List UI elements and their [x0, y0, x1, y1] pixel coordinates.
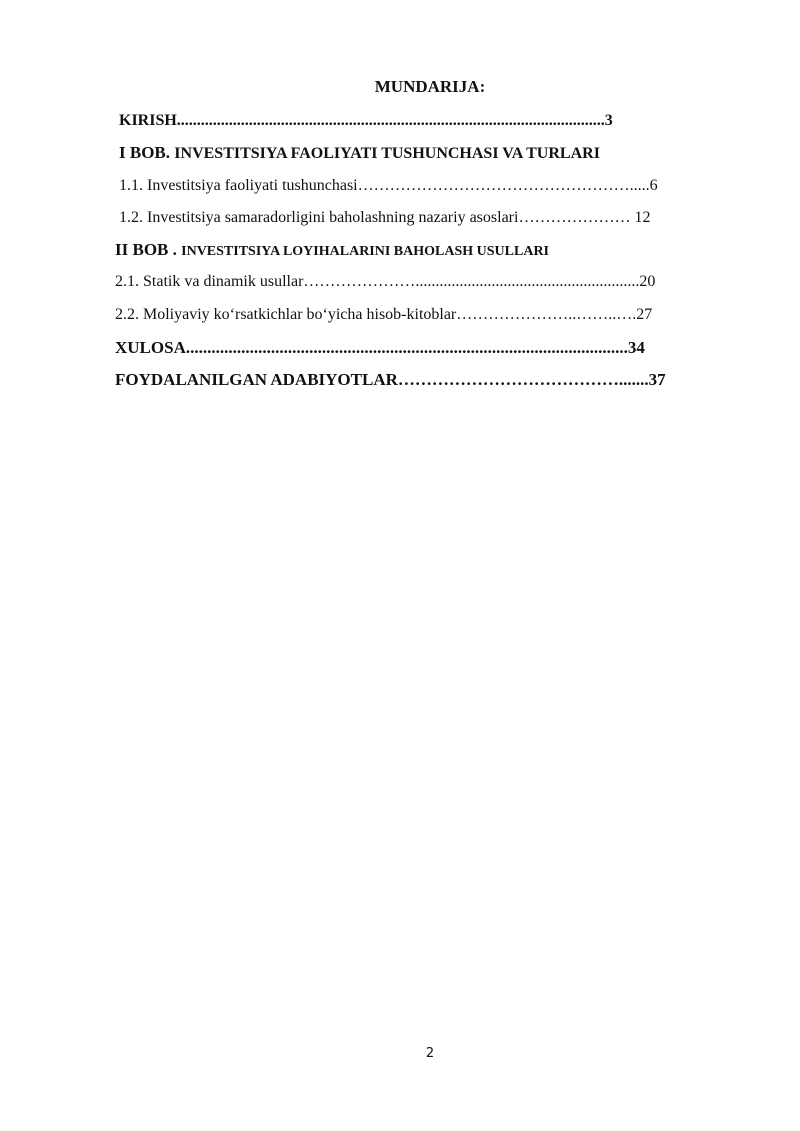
chapter-1-title: INVESTITSIYA FAOLIYATI TUSHUNCHASI VA TURLARI [174, 145, 600, 162]
chapter-1-prefix: I BOB. [119, 143, 175, 162]
toc-entry-chapter-2 [115, 240, 549, 262]
toc-entry-section-2-1: 2.1. Statik va dinamik usullar…………………........................................................20 [115, 273, 656, 290]
chapter-2-title: INVESTITSIYA LOYIHALARINI BAHOLASH USULLARI [181, 244, 550, 259]
toc-entry-chapter-1 [119, 143, 600, 164]
page-number: 2 [425, 1046, 435, 1061]
toc-entry-kirish: KIRISH...........................................................................................................3 [119, 112, 613, 129]
toc-title: MUNDARIJA: [374, 77, 486, 96]
chapter-2-prefix: II BOB . [115, 240, 182, 259]
toc-entry-xulosa: XULOSA........................................................................................................34 [115, 338, 645, 357]
toc-entry-section-1-1: 1.1. Investitsiya faoliyati tushunchasi…………………………………………….....6 [119, 177, 658, 194]
toc-entry-section-1-2: 1.2. Investitsiya samaradorligini baholashning nazariy asoslari………………… 12 [119, 209, 651, 226]
toc-entry-adabiyotlar: FOYDALANILGAN ADABIYOTLAR………………………………….......37 [115, 370, 666, 389]
toc-entry-section-2-2: 2.2. Moliyaviy ko‘rsatkichlar bo‘yicha hisob-kitoblar…………………..……..….27 [115, 306, 653, 323]
